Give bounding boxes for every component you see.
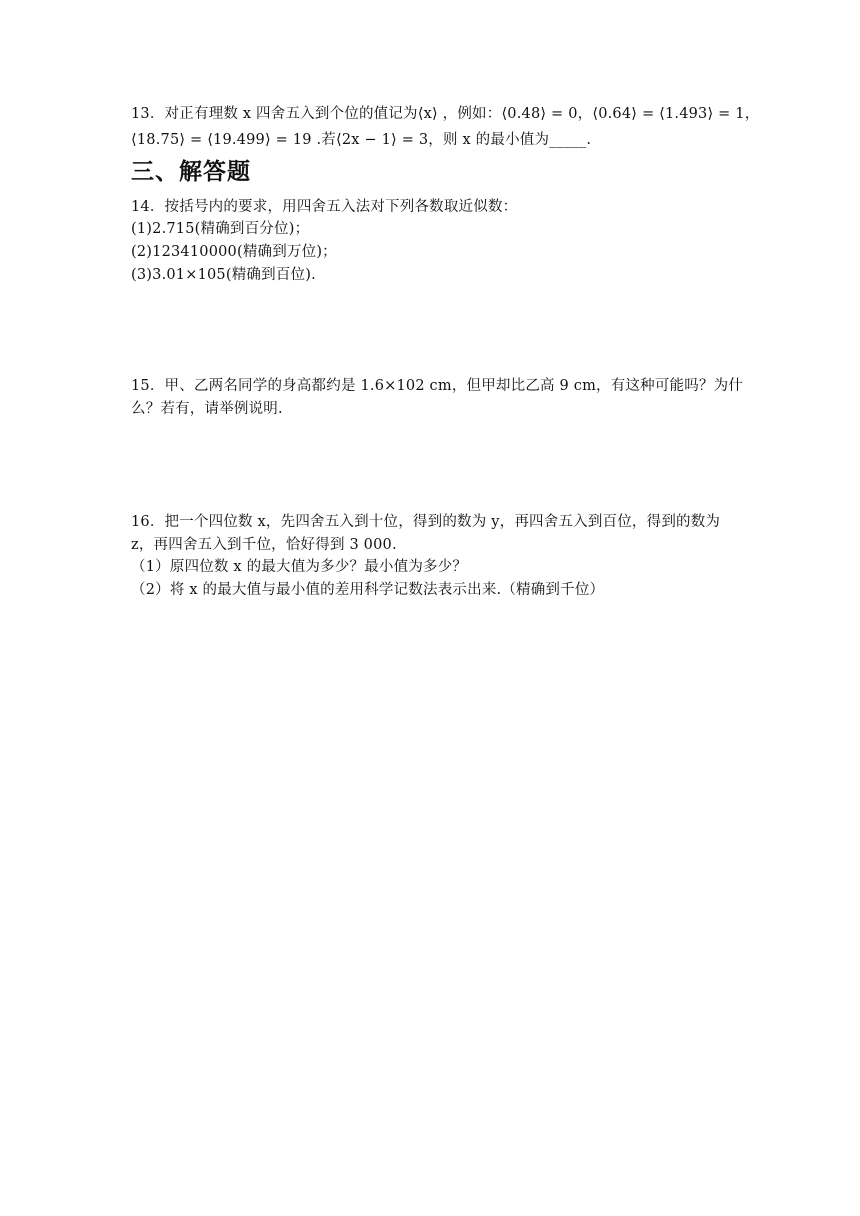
section-heading: 三、解答题 <box>131 159 251 185</box>
q15-line-1: 15．甲、乙两名同学的身高都约是 1.6×102 cm，但甲却比乙高 9 cm，有这种可能吗？为什 <box>131 378 744 394</box>
q14-stem: 14．按括号内的要求，用四舍五入法对下列各数取近似数： <box>131 199 518 215</box>
q16-line-1: 16．把一个四位数 x，先四舍五入到十位，得到的数为 y，再四舍五入到百位，得到的数为 <box>131 514 721 530</box>
q13-line-2: ⟨18.75⟩ = ⟨19.499⟩ = 19 .若⟨2x − 1⟩ = 3，则 x 的最小值为_____. <box>131 132 592 148</box>
q16-sub-2: （2）将 x 的最大值与最小值的差用科学记数法表示出来.（精确到千位） <box>131 582 605 598</box>
q14-item-3: (3)3.01×105(精确到百位). <box>131 267 316 283</box>
q13-line-1: 13．对正有理数 x 四舍五入到个位的值记为⟨x⟩ ，例如：⟨0.48⟩ = 0，⟨0.64⟩ = ⟨1.493⟩ = 1， <box>131 106 760 122</box>
q16-line-2: z，再四舍五入到千位，恰好得到 3 000. <box>131 537 397 553</box>
q14-item-2: (2)123410000(精确到万位)； <box>131 244 337 260</box>
q15-line-2: 么？若有，请举例说明. <box>131 401 283 417</box>
q14-item-1: (1)2.715(精确到百分位)； <box>131 221 310 237</box>
q16-sub-1: （1）原四位数 x 的最大值为多少？最小值为多少？ <box>131 559 468 575</box>
